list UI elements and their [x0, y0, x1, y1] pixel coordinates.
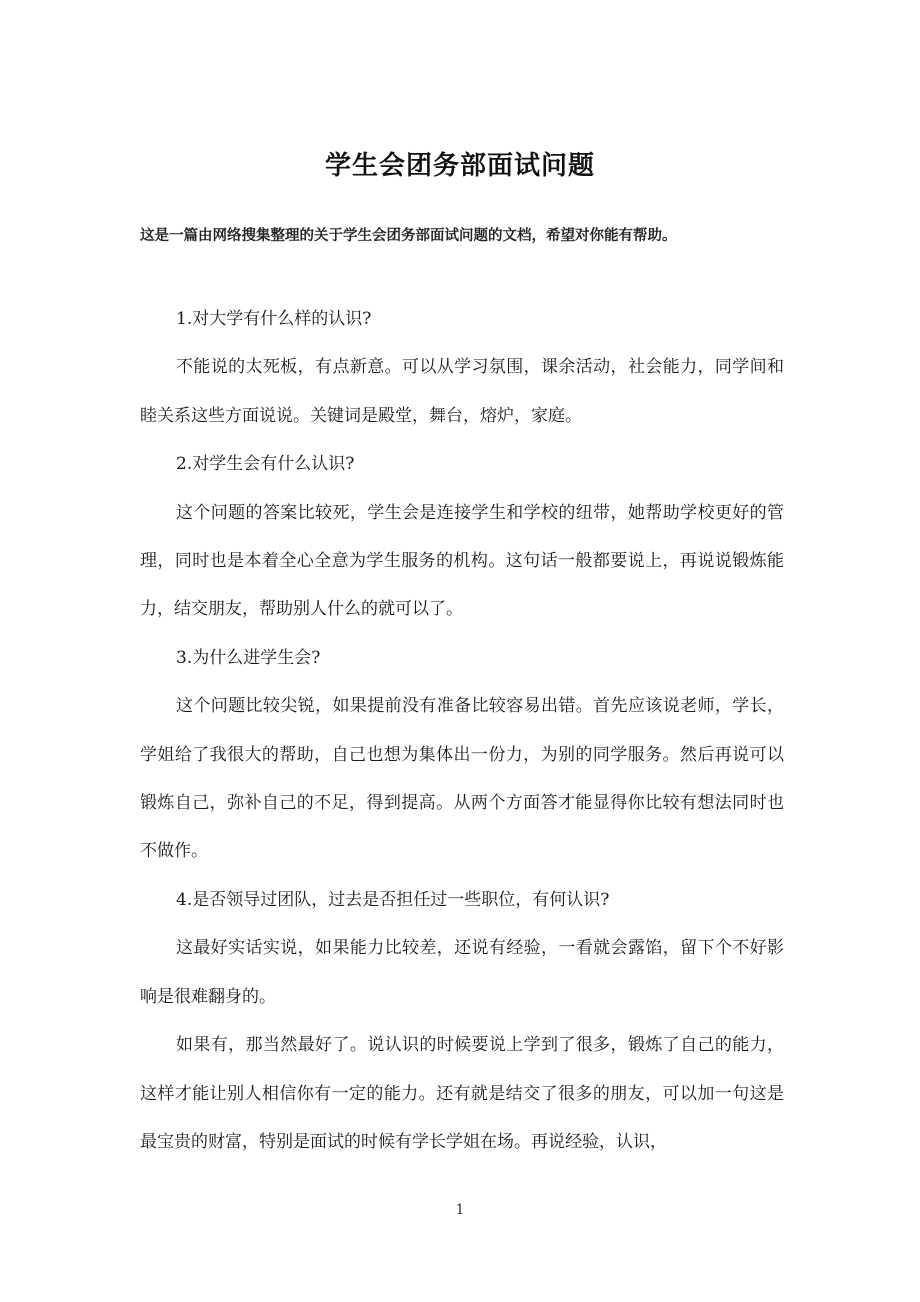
answer-1: 不能说的太死板，有点新意。可以从学习氛围，课余活动，社会能力，同学间和睦关系这些方面说说。关键词是殿堂，舞台，熔炉，家庭。: [140, 357, 784, 426]
question-3: 3.为什么进学生会?: [176, 647, 321, 668]
answer-2: 这个问题的答案比较死，学生会是连接学生和学校的纽带，她帮助学校更好的管理，同时也是本着全心全意为学生服务的机构。这句话一般都要说上，再说说锻炼能力，结交朋友，帮助别人什么的就可以了。: [140, 502, 784, 620]
answer-3: 这个问题比较尖锐，如果提前没有准备比较容易出错。首先应该说老师，学长，学姐给了我很大的帮助，自己也想为集体出一份力，为别的同学服务。然后再说可以锻炼自己，弥补自己的不足，得到提高。从两个方面答才能显得你比较有想法同时也不做作。: [140, 696, 784, 862]
document-intro: 这是一篇由网络搜集整理的关于学生会团务部面试问题的文档，希望对你能有帮助。: [140, 228, 677, 244]
document-body: [140, 295, 784, 1166]
answer-4-part-1: 这最好实话实说，如果能力比较差，还说有经验，一看就会露馅，留下个不好影响是很难翻身的。: [140, 938, 784, 1007]
question-4: 4.是否领导过团队，过去是否担任过一些职位，有何认识?: [176, 889, 610, 910]
document-title: 学生会团务部面试问题: [324, 151, 595, 181]
question-1: 1.对大学有什么样的认识?: [176, 309, 372, 329]
answer-4-part-2: 如果有，那当然最好了。说认识的时候要说上学到了很多，锻炼了自己的能力，这样才能让别人相信你有一定的能力。还有就是结交了很多的朋友，可以加一句这是最宝贵的财富，特别是面试的时候有学长学姐在场。再说经验，认识，: [140, 1035, 784, 1152]
question-2: 2.对学生会有什么认识?: [176, 454, 355, 475]
page-number: 1: [455, 1202, 465, 1218]
